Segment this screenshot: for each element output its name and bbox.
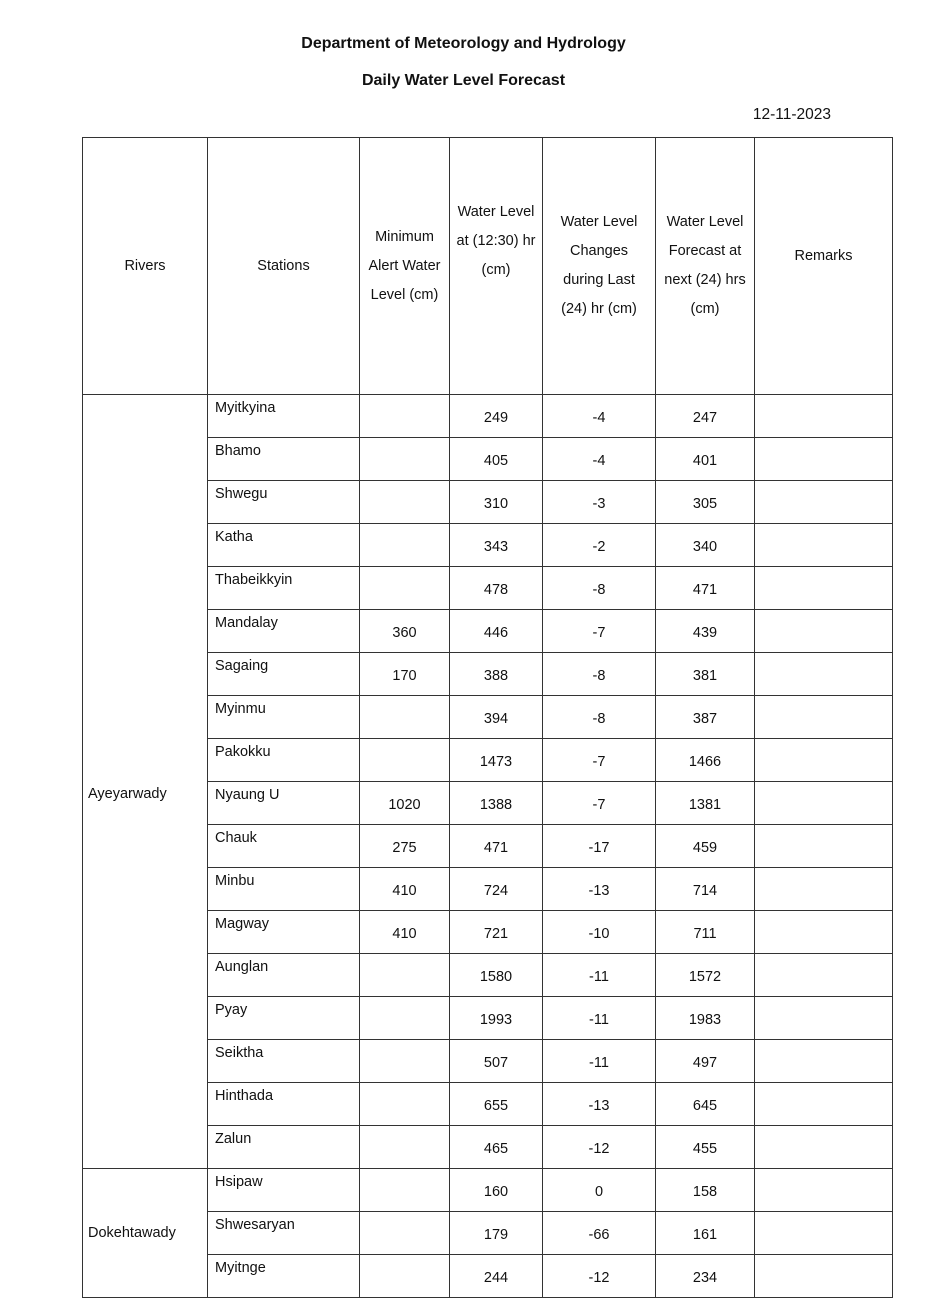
- forecast-cell: 439: [656, 610, 755, 653]
- alert-cell: [360, 395, 450, 438]
- remarks-cell: [755, 438, 893, 481]
- alert-cell: [360, 954, 450, 997]
- forecast-cell: 401: [656, 438, 755, 481]
- alert-cell: [360, 567, 450, 610]
- change-cell: -4: [543, 395, 656, 438]
- station-cell: Shwesaryan: [208, 1212, 360, 1255]
- station-cell: Shwegu: [208, 481, 360, 524]
- change-cell: -10: [543, 911, 656, 954]
- remarks-cell: [755, 524, 893, 567]
- change-cell: -8: [543, 696, 656, 739]
- change-cell: 0: [543, 1169, 656, 1212]
- col-header-forecast: Water Level Forecast at next (24) hrs (cm): [656, 138, 755, 395]
- river-cell: Ayeyarwady: [83, 395, 208, 1169]
- station-cell: Myinmu: [208, 696, 360, 739]
- alert-cell: [360, 481, 450, 524]
- forecast-cell: 234: [656, 1255, 755, 1298]
- change-cell: -11: [543, 1040, 656, 1083]
- water-level-cell: 249: [450, 395, 543, 438]
- alert-cell: 410: [360, 868, 450, 911]
- col-header-rivers: Rivers: [83, 138, 208, 395]
- alert-cell: 360: [360, 610, 450, 653]
- change-cell: -7: [543, 610, 656, 653]
- change-cell: -17: [543, 825, 656, 868]
- forecast-cell: 497: [656, 1040, 755, 1083]
- change-cell: -2: [543, 524, 656, 567]
- col-header-remarks: Remarks: [755, 138, 893, 395]
- remarks-cell: [755, 1083, 893, 1126]
- alert-cell: [360, 1212, 450, 1255]
- change-cell: -3: [543, 481, 656, 524]
- station-cell: Chauk: [208, 825, 360, 868]
- station-cell: Thabeikkyin: [208, 567, 360, 610]
- remarks-cell: [755, 653, 893, 696]
- water-level-cell: 179: [450, 1212, 543, 1255]
- water-level-cell: 446: [450, 610, 543, 653]
- station-cell: Pyay: [208, 997, 360, 1040]
- station-cell: Myitnge: [208, 1255, 360, 1298]
- alert-cell: 410: [360, 911, 450, 954]
- remarks-cell: [755, 997, 893, 1040]
- forecast-cell: 645: [656, 1083, 755, 1126]
- alert-cell: [360, 1083, 450, 1126]
- forecast-cell: 305: [656, 481, 755, 524]
- alert-cell: [360, 739, 450, 782]
- water-level-cell: 160: [450, 1169, 543, 1212]
- forecast-cell: 340: [656, 524, 755, 567]
- water-level-cell: 721: [450, 911, 543, 954]
- station-cell: Seiktha: [208, 1040, 360, 1083]
- change-cell: -4: [543, 438, 656, 481]
- alert-cell: [360, 1040, 450, 1083]
- header-row: [83, 138, 893, 395]
- col-header-alert-level: Minimum Alert Water Level (cm): [360, 138, 450, 395]
- forecast-cell: 387: [656, 696, 755, 739]
- station-cell: Bhamo: [208, 438, 360, 481]
- remarks-cell: [755, 825, 893, 868]
- change-cell: -8: [543, 653, 656, 696]
- alert-cell: [360, 1169, 450, 1212]
- alert-cell: 170: [360, 653, 450, 696]
- station-cell: Mandalay: [208, 610, 360, 653]
- forecast-cell: 455: [656, 1126, 755, 1169]
- alert-cell: 1020: [360, 782, 450, 825]
- col-header-water-level: Water Level at (12:30) hr (cm): [450, 138, 543, 395]
- water-level-cell: 655: [450, 1083, 543, 1126]
- station-cell: Hsipaw: [208, 1169, 360, 1212]
- remarks-cell: [755, 567, 893, 610]
- remarks-cell: [755, 1212, 893, 1255]
- water-level-cell: 471: [450, 825, 543, 868]
- remarks-cell: [755, 696, 893, 739]
- forecast-cell: 1466: [656, 739, 755, 782]
- forecast-cell: 711: [656, 911, 755, 954]
- water-level-cell: 343: [450, 524, 543, 567]
- table-row: [83, 395, 893, 438]
- remarks-cell: [755, 739, 893, 782]
- report-date: 12-11-2023: [752, 106, 831, 123]
- change-cell: -8: [543, 567, 656, 610]
- change-cell: -11: [543, 954, 656, 997]
- department-title: Department of Meteorology and Hydrology: [301, 35, 626, 52]
- remarks-cell: [755, 610, 893, 653]
- water-level-cell: 394: [450, 696, 543, 739]
- station-cell: Aunglan: [208, 954, 360, 997]
- station-cell: Nyaung U: [208, 782, 360, 825]
- river-cell: Dokehtawady: [83, 1169, 208, 1298]
- change-cell: -7: [543, 782, 656, 825]
- remarks-cell: [755, 911, 893, 954]
- forecast-cell: 1983: [656, 997, 755, 1040]
- station-cell: Hinthada: [208, 1083, 360, 1126]
- water-level-cell: 1473: [450, 739, 543, 782]
- station-cell: Minbu: [208, 868, 360, 911]
- remarks-cell: [755, 868, 893, 911]
- change-cell: -11: [543, 997, 656, 1040]
- alert-cell: [360, 438, 450, 481]
- water-level-cell: 724: [450, 868, 543, 911]
- change-cell: -13: [543, 868, 656, 911]
- remarks-cell: [755, 481, 893, 524]
- water-level-cell: 388: [450, 653, 543, 696]
- water-level-cell: 1580: [450, 954, 543, 997]
- water-level-cell: 310: [450, 481, 543, 524]
- water-level-cell: 1388: [450, 782, 543, 825]
- station-cell: Sagaing: [208, 653, 360, 696]
- forecast-cell: 714: [656, 868, 755, 911]
- forecast-cell: 459: [656, 825, 755, 868]
- change-cell: -12: [543, 1255, 656, 1298]
- alert-cell: [360, 997, 450, 1040]
- alert-cell: [360, 524, 450, 567]
- water-level-cell: 507: [450, 1040, 543, 1083]
- table-row: [83, 1169, 893, 1212]
- station-cell: Pakokku: [208, 739, 360, 782]
- report-title: Daily Water Level Forecast: [361, 72, 566, 89]
- alert-cell: [360, 696, 450, 739]
- alert-cell: [360, 1126, 450, 1169]
- alert-cell: 275: [360, 825, 450, 868]
- station-cell: Katha: [208, 524, 360, 567]
- forecast-cell: 1572: [656, 954, 755, 997]
- water-level-cell: 244: [450, 1255, 543, 1298]
- water-level-cell: 478: [450, 567, 543, 610]
- forecast-cell: 247: [656, 395, 755, 438]
- change-cell: -66: [543, 1212, 656, 1255]
- remarks-cell: [755, 395, 893, 438]
- change-cell: -12: [543, 1126, 656, 1169]
- forecast-cell: 471: [656, 567, 755, 610]
- water-level-cell: 465: [450, 1126, 543, 1169]
- forecast-cell: 381: [656, 653, 755, 696]
- forecast-cell: 161: [656, 1212, 755, 1255]
- forecast-cell: 158: [656, 1169, 755, 1212]
- remarks-cell: [755, 1169, 893, 1212]
- remarks-cell: [755, 1040, 893, 1083]
- water-level-cell: 405: [450, 438, 543, 481]
- station-cell: Zalun: [208, 1126, 360, 1169]
- col-header-change: Water Level Changes during Last (24) hr (cm): [543, 138, 656, 395]
- col-header-stations: Stations: [208, 138, 360, 395]
- alert-cell: [360, 1255, 450, 1298]
- remarks-cell: [755, 1255, 893, 1298]
- remarks-cell: [755, 1126, 893, 1169]
- water-level-table: [82, 137, 893, 1298]
- change-cell: -7: [543, 739, 656, 782]
- remarks-cell: [755, 954, 893, 997]
- station-cell: Myitkyina: [208, 395, 360, 438]
- forecast-cell: 1381: [656, 782, 755, 825]
- water-level-cell: 1993: [450, 997, 543, 1040]
- remarks-cell: [755, 782, 893, 825]
- station-cell: Magway: [208, 911, 360, 954]
- change-cell: -13: [543, 1083, 656, 1126]
